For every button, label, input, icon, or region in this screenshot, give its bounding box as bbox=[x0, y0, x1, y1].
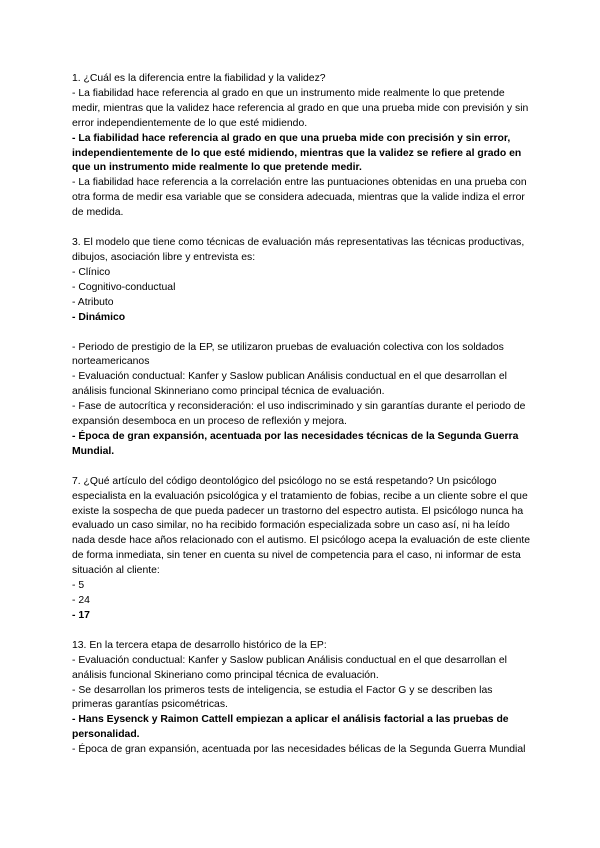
question-text: 7. ¿Qué artículo del código deontológico del psicólogo no se está respetando? Un psicólogo especialista en la evaluación psicológica y el tratamiento de fobias, recibe a un cliente sobre el que existe la sospecha de que pueda padecer un trastorno del espectro autista. El psicólogo nunca ha evaluado un caso similar, no ha recibido formación especializada sobre un caso así, ni ha leído nada desde hace años relacionado con el autismo. El psicólogo acepa la evaluación de este cliente de forma inmediata, sin tener en cuenta su nivel de competencia para el caso, ni informar de esta situación al cliente: bbox=[72, 475, 531, 577]
answer-option: - Evaluación conductual: Kanfer y Saslow publican Análisis conductual en el que desarrollan el análisis funcional Skinneriano como principal técnica de evaluación. bbox=[72, 371, 507, 398]
answer-option: - 24 bbox=[72, 595, 90, 606]
correct-answer-option: - 17 bbox=[72, 609, 90, 621]
answer-option: - La fiabilidad hace referencia al grado en que un instrumento mide realmente lo que pretende medir, mientras que la validez hace referencia al grado en que una prueba mide con previsión y sin error independientemente de lo que esté midiendo. bbox=[72, 87, 529, 129]
answer-option: - Fase de autocrítica y reconsideración: el uso indiscriminado y sin garantías durante el periodo de expansión desemboca en un proceso de reflexión y mejora. bbox=[72, 401, 526, 428]
question-block-1 bbox=[72, 72, 532, 221]
question-text: 3. El modelo que tiene como técnicas de evaluación más representativas las técnicas productivas, dibujos, asociación libre y entrevista es: bbox=[72, 237, 525, 263]
document-content bbox=[72, 72, 532, 758]
answer-option: - La fiabilidad hace referencia a la correlación entre las puntuaciones obtenidas en una prueba con otra forma de medir esa variable que se considera adecuada, mientras que la valide indiza el error de medida. bbox=[72, 177, 527, 219]
answer-option: - 5 bbox=[72, 580, 85, 592]
answer-option: - Evaluación conductual: Kanfer y Saslow publican Análisis conductual en el que desarrollan el análisis funcional Skineriano como principal técnica de evaluación. bbox=[72, 654, 507, 681]
answer-option: - Periodo de prestigio de la EP, se utilizaron pruebas de evaluación colectiva con los soldados norteamericanos bbox=[72, 341, 504, 368]
question-block-3 bbox=[72, 236, 532, 325]
question-text: 13. En la tercera etapa de desarrollo histórico de la EP: bbox=[72, 639, 327, 651]
correct-answer-option: - Dinámico bbox=[72, 311, 126, 323]
correct-answer-option: - Época de gran expansión, acentuada por las necesidades técnicas de la Segunda Guerra Mundial. bbox=[72, 430, 519, 457]
answer-option: - Cognitivo-conductual bbox=[72, 281, 176, 293]
question-block-13 bbox=[72, 639, 532, 758]
answer-options-block bbox=[72, 341, 532, 460]
correct-answer-option: - Hans Eysenck y Raimon Cattell empiezan a aplicar el análisis factorial a las pruebas de personalidad. bbox=[72, 714, 509, 741]
question-block-7 bbox=[72, 475, 532, 624]
answer-option: - Clínico bbox=[72, 266, 111, 278]
correct-answer-option: - La fiabilidad hace referencia al grado en que una prueba mide con precisión y sin error, independientemente de lo que esté midiendo, mientras que la validez se refiere al grado en que un instrumento mide realmente lo que pretende medir. bbox=[72, 132, 522, 174]
answer-option: - Época de gran expansión, acentuada por las necesidades bélicas de la Segunda Guerra Mundial bbox=[72, 744, 526, 756]
question-text: 1. ¿Cuál es la diferencia entre la fiabilidad y la validez? bbox=[72, 73, 326, 84]
answer-option: - Atributo bbox=[72, 296, 114, 308]
answer-option: - Se desarrollan los primeros tests de inteligencia, se estudia el Factor G y se describen las primeras garantías psicométricas. bbox=[72, 684, 493, 711]
